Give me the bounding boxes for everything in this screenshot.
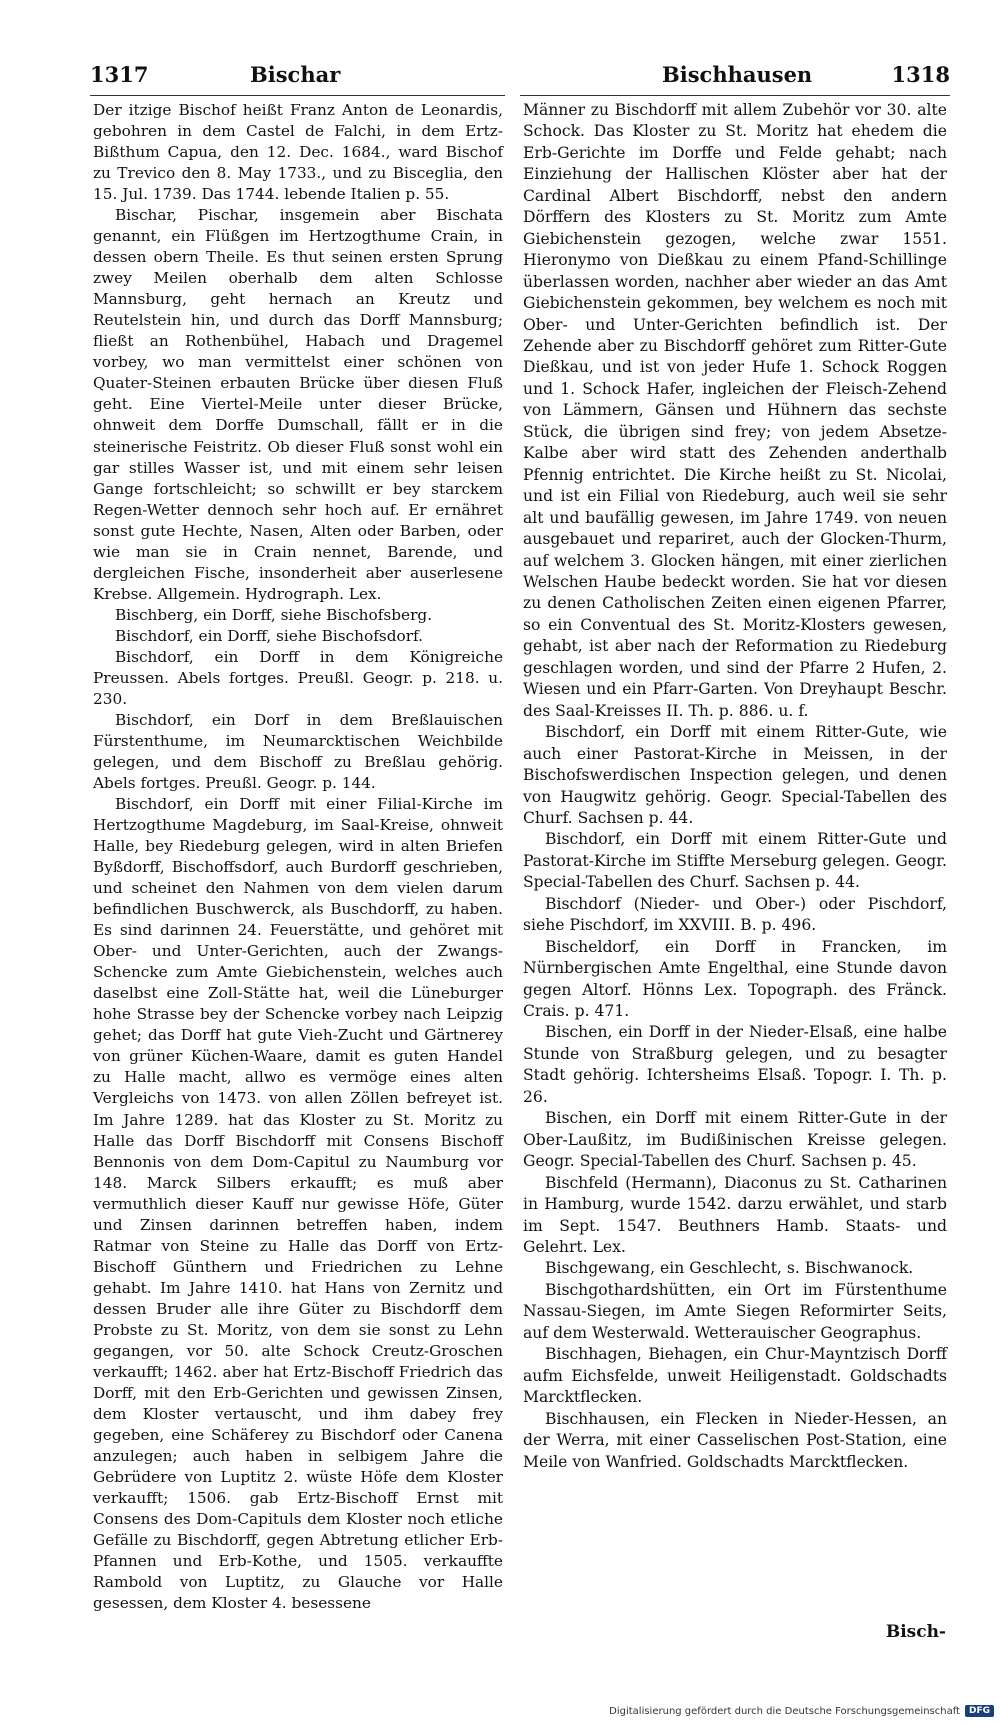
entry-paragraph: Bischdorf, ein Dorff mit einer Filial-Kirche im Hertzogthume Magdeburg, im Saal-Kreise, ohnweit Halle, bey Riedeburg gelegen, wird in alten Briefen Byßdorff, Bischoffsdorf, auch Burdorff geschrieben, und scheinet den Nahmen von dem vielen darum befindlichen Buschwerck, als Buschdorff, zu haben. Es sind darinnen 24. Feuerstätte, und gehöret mit Ober- und Unter-Gerichten, auch der Zwangs-Schencke zum Amte Giebichenstein, welches auch daselbst eine Zoll-Stätte hat, weil die Lüneburger hohe Strasse bey der Schencke vorbey nach Leipzig gehet; das Dorff hat gute Vieh-Zucht und Gärtnerey von grüner Küchen-Waare, damit es guten Handel zu Halle macht, allwo es vermöge eines alten Vergleichs von 1473. von allen Zöllen befreyet ist. Im Jahre 1289. hat das Kloster zu St. Moritz zu Halle das Dorff Bischdorff mit Consens Bischoff Bennonis von dem Dom-Capitul zu Naumburg vor 148. Marck Silbers erkaufft; es muß aber vermuthlich dieser Kauff nur gewisse Höfe, Güter und Zinsen darinnen betreffen haben, indem Ratmar von Steine zu Halle das Dorff von Ertz-Bischoff Günthern und Friedrichen zu Lehne gehabt. Im Jahre 1410. hat Hans von Zernitz und dessen Bruder alle ihre Güter zu Bischdorff dem Probste zu St. Moritz, von dem sie sonst zu Lehn gegangen, vor 50. alte Schock Creutz-Groschen verkaufft; 1462. aber hat Ertz-Bischoff Friedrich das Dorff, mit den Erb-Gerichten und gewissen Zinsen, dem Kloster vertauscht, und ihm dabey frey gegeben, eine Schäferey zu Bischdorf oder Canena anzulegen; auch haben in selbigem Jahre die Gebrüdere von Luptitz 2. wüste Höfe dem Kloster verkaufft; 1506. gab Ertz-Bischoff Ernst mit Consens des Dom-Capituls dem Kloster noch etliche Gefälle zu Bischdorff, gegen Abtretung etlicher Erb-Pfannen und Erb-Kothe, und 1505. verkauffte Rambold von Luptitz, zu Glauche vor Halle gesessen, dem Kloster 4. besessene — [93, 795, 503, 1613]
digitization-credit — [609, 1703, 994, 1719]
right-column — [523, 100, 947, 1473]
right-page-number: 1318 — [891, 62, 950, 87]
entry-paragraph: Bischberg, ein Dorff, siehe Bischofsberg. — [115, 605, 433, 624]
entry-paragraph: Der itzige Bischof heißt Franz Anton de Leonardis, gebohren in dem Castel de Falchi, in dem Ertz-Bißthum Capua, den 12. Dec. 1684., ward Bischof zu Trevico den 8. May 1733., und zu Bisceglia, den 15. Jul. 1739. Das 1744. lebende Italien p. 55. — [93, 101, 503, 204]
entry-paragraph: Bischhausen, ein Flecken in Nieder-Hessen, an der Werra, mit einer Casselischen Post-Station, eine Meile von Wanfried. Goldschadts Marcktflecken. — [523, 1409, 947, 1471]
dfg-logo: DFG — [965, 1705, 994, 1717]
entry-paragraph: Männer zu Bischdorff mit allem Zubehör vor 30. alte Schock. Das Kloster zu St. Moritz hat ehedem die Erb-Gerichte im Dorffe und Felde gehabt; nach Einziehung der Hallischen Klöster aber hat der Cardinal Albert Bischdorff, nebst den andern Dörffern des Klosters zu St. Moritz zum Amte Giebichenstein gezogen, welche zwar 1551. Hieronymo von Dießkau zu einem Pfand-Schillinge überlassen worden, nachher aber wieder an das Amt Giebichenstein gekommen, bey welchem es noch mit Ober- und Unter-Gerichten befindlich ist. Der Zehende aber zu Bischdorff gehöret zum Ritter-Gute Dießkau, und ist von jeder Hufe 1. Schock Roggen und 1. Schock Hafer, ingleichen der Fleisch-Zehend von Lämmern, Gänsen und Hühnern das sechste Stück, die übrigen sind frey; von jedem Absetze-Kalbe aber wird statt des Zehenden anderthalb Pfennig entrichtet. Die Kirche heißt zu St. Nicolai, und ist ein Filial von Riedeburg, auch weil sie sehr alt und baufällig gewesen, im Jahre 1749. von neuen ausgebauet und repariret, auch der Glocken-Thurm, auf welchem 3. Glocken hängen, mit einer zierlichen Welschen Haube bedeckt worden. Sie hat vor diesen zu denen Catholischen Zeiten einen eigenen Pfarrer, so ein Conventual des St. Moritz-Klosters gewesen, gehabt, ist aber nach der Reformation zu Riedeburg geschlagen worden, und sind der Pfarre 2 Hufen, 2. Wiesen und ein Pfarr-Garten. Von Dreyhaupt Beschr. des Saal-Kreisses II. Th. p. 886. u. f. — [523, 101, 947, 720]
header-rule-left — [90, 95, 505, 96]
entry-paragraph: Bischdorf, ein Dorff mit einem Ritter-Gute und Pastorat-Kirche im Stiffte Merseburg gelegen. Geogr. Special-Tabellen des Churf. Sachsen p. 44. — [523, 830, 947, 892]
header-rule-right — [520, 95, 950, 96]
entry-paragraph: Bischgothardshütten, ein Ort im Fürstenthume Nassau-Siegen, im Amte Siegen Reformirter Seits, auf dem Westerwald. Wetterauischer Geographus. — [523, 1280, 947, 1342]
entry-paragraph: Bischhagen, Biehagen, ein Chur-Mayntzisch Dorff aufm Eichsfelde, unweit Heiligenstadt. Goldschadts Marcktflecken. — [523, 1345, 947, 1407]
entry-paragraph: Bischgewang, ein Geschlecht, s. Bischwanock. — [545, 1259, 914, 1278]
entry-paragraph: Bischdorf (Nieder- und Ober-) oder Pischdorf, siehe Pischdorf, im XXVIII. B. p. 496. — [523, 894, 947, 935]
entry-paragraph: Bischen, ein Dorff mit einem Ritter-Gute in der Ober-Laußitz, im Budißinischen Kreisse gelegen. Geogr. Special-Tabellen des Churf. Sachsen p. 45. — [523, 1109, 947, 1171]
left-column — [93, 100, 503, 1614]
entry-paragraph: Bischdorf, ein Dorff, siehe Bischofsdorf. — [115, 626, 424, 645]
entry-paragraph: Bischfeld (Hermann), Diaconus zu St. Catharinen in Hamburg, wurde 1542. darzu erwählet, und starb im Sept. 1547. Beuthners Hamb. Staats- und Gelehrt. Lex. — [523, 1173, 947, 1257]
entry-paragraph: Bischdorf, ein Dorff in dem Königreiche Preussen. Abels fortges. Preußl. Geogr. p. 218. u. 230. — [93, 647, 503, 708]
entry-paragraph: Bischdorf, ein Dorf in dem Breßlauischen Fürstenthume, im Neumarcktischen Weichbilde gelegen, und dem Bischoff zu Breßlau gehörig. Abels fortges. Preußl. Geogr. p. 144. — [93, 710, 503, 792]
entry-paragraph: Bischar, Pischar, insgemein aber Bischata genannt, ein Flüßgen im Hertzogthume Crain, in dessen obern Theile. Es thut seinen ersten Sprung zwey Meilen oberhalb dem alten Schlosse Mannsburg, geht hernach an Kreutz und Reutelstein hin, und durch das Dorff Mannsburg; fließt an Rothenbühel, Habach und Dragemel vorbey, wo man vermittelst einer schönen von Quater-Steinen erbauten Brücke über diesen Fluß geht. Eine Viertel-Meile unter dieser Brücke, ohnweit dem Dorffe Dumschall, fällt er in die steinerische Feistritz. Ob dieser Fluß sonst wohl ein gar stilles Wasser ist, und mit einem sehr leisen Gange fortschleicht; so schwillt er bey starckem Regen-Wetter dennoch sehr hoch auf. Er ernähret sonst gute Hechte, Nasen, Alten oder Barben, oder wie man sie in Crain nennet, Barende, und dergleichen Fische, insonderheit aber auserlesene Krebse. Allgemein. Hydrograph. Lex. — [93, 206, 503, 603]
credit-text: Digitalisierung gefördert durch die Deutsche Forschungsgemeinschaft — [609, 1705, 960, 1717]
catchword: Bisch- — [885, 1622, 946, 1642]
left-page-number: 1317 — [90, 62, 149, 87]
page-header — [90, 62, 950, 92]
entry-paragraph: Bischdorf, ein Dorff mit einem Ritter-Gute, wie auch einer Pastorat-Kirche in Meissen, in der Bischofswerdischen Inspection gelegen, und denen von Haugwitz gehörig. Geogr. Special-Tabellen des Churf. Sachsen p. 44. — [523, 723, 947, 827]
entry-paragraph: Bischen, ein Dorff in der Nieder-Elsaß, eine halbe Stunde von Straßburg gelegen, und zu besagter Stadt gehörig. Ichtersheims Elsaß. Topogr. I. Th. p. 26. — [523, 1023, 947, 1106]
left-running-title: Bischar — [250, 62, 341, 87]
right-running-title: Bischhausen — [662, 62, 813, 87]
entry-paragraph: Bischeldorf, ein Dorff in Francken, im Nürnbergischen Amte Engelthal, eine Stunde davon gegen Altorf. Hönns Lex. Topograph. des Fränck. Crais. p. 471. — [523, 937, 947, 1021]
